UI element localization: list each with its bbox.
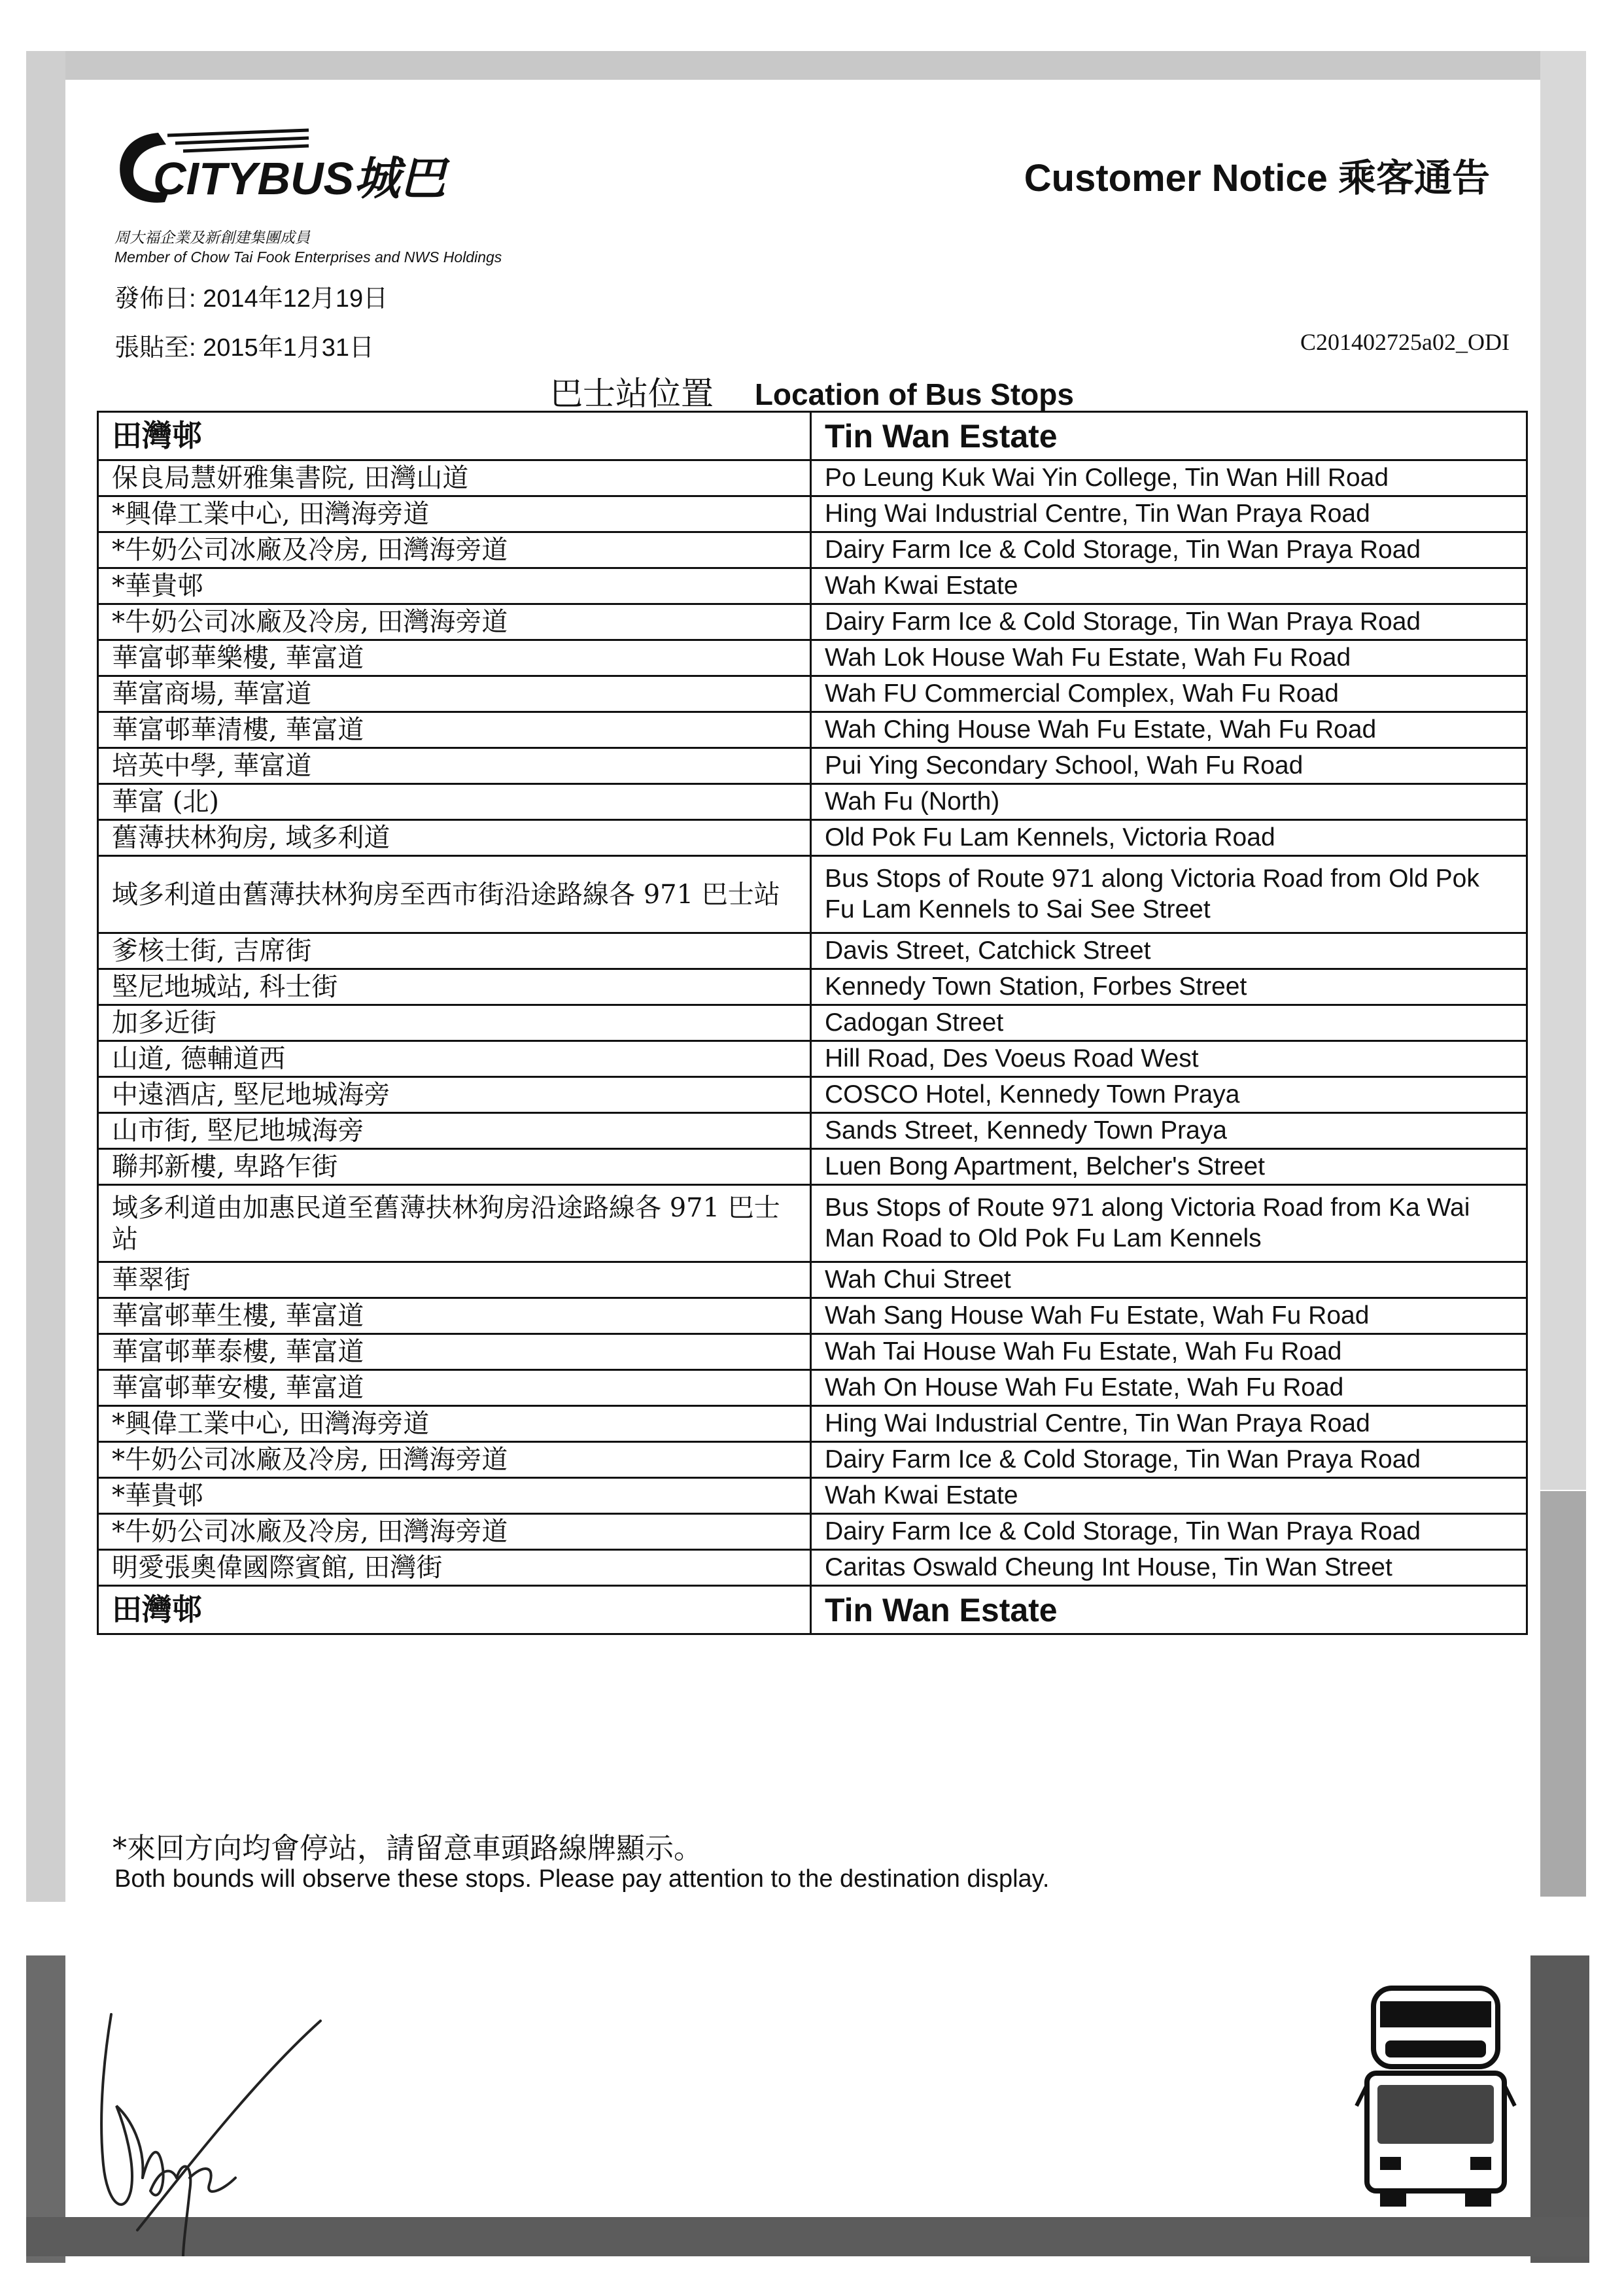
- stop-name-chinese: 山道, 德輔道西: [98, 1041, 811, 1077]
- member-chinese: 周大福企業及新創建集團成員: [114, 230, 310, 247]
- stop-name-chinese: 加多近街: [98, 1005, 811, 1041]
- stop-name-english: Po Leung Kuk Wai Yin College, Tin Wan Hill Road: [811, 460, 1527, 496]
- reference-code: C201402725a02_ODI: [1300, 329, 1510, 355]
- stop-name-chinese: 明愛張奧偉國際賓館, 田灣街: [98, 1550, 811, 1586]
- stop-name-chinese: 域多利道由加惠民道至舊薄扶林狗房沿途路線各 971 巴士站: [98, 1185, 811, 1262]
- table-row: [98, 969, 1527, 1005]
- stop-name-english: Wah Kwai Estate: [811, 1478, 1527, 1514]
- stop-name-english: COSCO Hotel, Kennedy Town Praya: [811, 1077, 1527, 1113]
- stop-name-chinese: 華富邨華生樓, 華富道: [98, 1298, 811, 1334]
- stop-name-chinese: 華富邨華安樓, 華富道: [98, 1370, 811, 1406]
- table-row: [98, 460, 1527, 496]
- table-row: [98, 933, 1527, 969]
- table-row: [98, 748, 1527, 784]
- table-row: [98, 1442, 1527, 1478]
- table-title-english: Location of Bus Stops: [754, 377, 1074, 411]
- logo-text: CITYBUS城巴: [153, 153, 446, 204]
- table-title-chinese: 巴士站位置: [550, 375, 714, 413]
- stop-name-english: Wah Ching House Wah Fu Estate, Wah Fu Road: [811, 712, 1527, 748]
- stop-name-english: Wah Lok House Wah Fu Estate, Wah Fu Road: [811, 640, 1527, 676]
- stop-name-chinese: 田灣邨: [98, 412, 811, 460]
- stop-name-chinese: 華富商場, 華富道: [98, 676, 811, 712]
- table-row: [98, 676, 1527, 712]
- table-row: [98, 1185, 1527, 1262]
- signature: [85, 1969, 366, 2256]
- stop-name-chinese: 培英中學, 華富道: [98, 748, 811, 784]
- stop-name-chinese: *牛奶公司冰廠及冷房, 田灣海旁道: [98, 604, 811, 640]
- table-row: [98, 412, 1527, 460]
- stop-name-english: Wah Chui Street: [811, 1262, 1527, 1298]
- bus-icon: [1354, 1975, 1517, 2211]
- stop-name-chinese: 爹核士街, 吉席街: [98, 933, 811, 969]
- stop-name-english: Hing Wai Industrial Centre, Tin Wan Praya Road: [811, 1406, 1527, 1442]
- stop-name-english: Dairy Farm Ice & Cold Storage, Tin Wan Praya Road: [811, 1514, 1527, 1550]
- scan-edge-right-dark: [1540, 1491, 1586, 1897]
- stop-name-chinese: 華富邨華泰樓, 華富道: [98, 1334, 811, 1370]
- table-row: [98, 784, 1527, 820]
- footnote-english: Both bounds will observe these stops. Please pay attention to the destination display.: [114, 1865, 1050, 1893]
- stop-name-english: Dairy Farm Ice & Cold Storage, Tin Wan Praya Road: [811, 1442, 1527, 1478]
- table-row: [98, 496, 1527, 532]
- stop-name-chinese: 田灣邨: [98, 1586, 811, 1634]
- stop-name-chinese: *華貴邨: [98, 568, 811, 604]
- stop-name-chinese: 華富邨華樂樓, 華富道: [98, 640, 811, 676]
- stop-name-chinese: *華貴邨: [98, 1478, 811, 1514]
- stop-name-english: Caritas Oswald Cheung Int House, Tin Wan Street: [811, 1550, 1527, 1586]
- table-row: [98, 604, 1527, 640]
- stop-name-chinese: 堅尼地城站, 科士街: [98, 969, 811, 1005]
- table-row: [98, 1478, 1527, 1514]
- scan-edge-top: [26, 51, 1583, 80]
- stop-name-english: Hill Road, Des Voeus Road West: [811, 1041, 1527, 1077]
- stop-name-chinese: 聯邦新樓, 卑路乍街: [98, 1149, 811, 1185]
- stop-name-english: Davis Street, Catchick Street: [811, 933, 1527, 969]
- notice-title: Customer Notice 乘客通告: [1024, 157, 1490, 199]
- table-row: [98, 1406, 1527, 1442]
- stop-name-english: Wah FU Commercial Complex, Wah Fu Road: [811, 676, 1527, 712]
- stop-name-english: Kennedy Town Station, Forbes Street: [811, 969, 1527, 1005]
- table-title: [0, 368, 1624, 415]
- stop-name-chinese: *牛奶公司冰廠及冷房, 田灣海旁道: [98, 532, 811, 568]
- stop-name-english: Wah Sang House Wah Fu Estate, Wah Fu Road: [811, 1298, 1527, 1334]
- citybus-logo: [112, 121, 466, 219]
- stop-name-english: Wah Tai House Wah Fu Estate, Wah Fu Road: [811, 1334, 1527, 1370]
- stop-name-english: Old Pok Fu Lam Kennels, Victoria Road: [811, 820, 1527, 856]
- issue-date: 發佈日: 2014年12月19日: [114, 285, 389, 313]
- member-english: Member of Chow Tai Fook Enterprises and NWS Holdings: [114, 249, 502, 266]
- display-until-date: 張貼至: 2015年1月31日: [114, 334, 375, 362]
- table-row: [98, 1149, 1527, 1185]
- stop-name-chinese: 域多利道由舊薄扶林狗房至西市街沿途路線各 971 巴士站: [98, 856, 811, 933]
- table-row: [98, 1550, 1527, 1586]
- stop-name-chinese: *牛奶公司冰廠及冷房, 田灣海旁道: [98, 1442, 811, 1478]
- stop-name-chinese: *興偉工業中心, 田灣海旁道: [98, 496, 811, 532]
- stop-name-english: Cadogan Street: [811, 1005, 1527, 1041]
- scan-edge-left: [26, 51, 65, 1902]
- stop-name-english: Tin Wan Estate: [811, 1586, 1527, 1634]
- table-row: [98, 1514, 1527, 1550]
- stop-name-chinese: 華富邨華清樓, 華富道: [98, 712, 811, 748]
- stop-name-english: Dairy Farm Ice & Cold Storage, Tin Wan Praya Road: [811, 532, 1527, 568]
- table-row: [98, 1005, 1527, 1041]
- stop-name-chinese: 中遠酒店, 堅尼地城海旁: [98, 1077, 811, 1113]
- table-row: [98, 712, 1527, 748]
- stop-name-english: Luen Bong Apartment, Belcher's Street: [811, 1149, 1527, 1185]
- stop-name-english: Tin Wan Estate: [811, 412, 1527, 460]
- stop-name-chinese: 華翠街: [98, 1262, 811, 1298]
- stop-name-english: Wah On House Wah Fu Estate, Wah Fu Road: [811, 1370, 1527, 1406]
- stop-name-english: Wah Fu (North): [811, 784, 1527, 820]
- stop-name-english: Dairy Farm Ice & Cold Storage, Tin Wan Praya Road: [811, 604, 1527, 640]
- stop-name-english: Bus Stops of Route 971 along Victoria Road from Ka Wai Man Road to Old Pok Fu Lam Kennels: [811, 1185, 1527, 1262]
- table-row: [98, 532, 1527, 568]
- table-row: [98, 640, 1527, 676]
- stop-name-chinese: 保良局慧妍雅集書院, 田灣山道: [98, 460, 811, 496]
- scan-edge-right: [1540, 51, 1586, 1490]
- table-row: [98, 1113, 1527, 1149]
- stop-name-chinese: *牛奶公司冰廠及冷房, 田灣海旁道: [98, 1514, 811, 1550]
- stop-name-english: Wah Kwai Estate: [811, 568, 1527, 604]
- stop-name-english: Bus Stops of Route 971 along Victoria Road from Old Pok Fu Lam Kennels to Sai See Street: [811, 856, 1527, 933]
- table-row: [98, 1077, 1527, 1113]
- table-row: [98, 1586, 1527, 1634]
- table-row: [98, 1298, 1527, 1334]
- stop-name-english: Pui Ying Secondary School, Wah Fu Road: [811, 748, 1527, 784]
- table-row: [98, 1262, 1527, 1298]
- table-row: [98, 856, 1527, 933]
- stop-name-chinese: 舊薄扶林狗房, 域多利道: [98, 820, 811, 856]
- stop-name-chinese: 華富 (北): [98, 784, 811, 820]
- bus-stop-table: [97, 411, 1528, 1635]
- stop-name-english: Hing Wai Industrial Centre, Tin Wan Praya Road: [811, 496, 1527, 532]
- table-row: [98, 1370, 1527, 1406]
- table-row: [98, 1334, 1527, 1370]
- table-row: [98, 1041, 1527, 1077]
- table-row: [98, 568, 1527, 604]
- stop-name-chinese: 山市街, 堅尼地城海旁: [98, 1113, 811, 1149]
- stop-name-english: Sands Street, Kennedy Town Praya: [811, 1113, 1527, 1149]
- footnote-chinese: *來回方向均會停站，請留意車頭路線牌顯示。: [112, 1832, 702, 1865]
- stop-name-chinese: *興偉工業中心, 田灣海旁道: [98, 1406, 811, 1442]
- table-row: [98, 820, 1527, 856]
